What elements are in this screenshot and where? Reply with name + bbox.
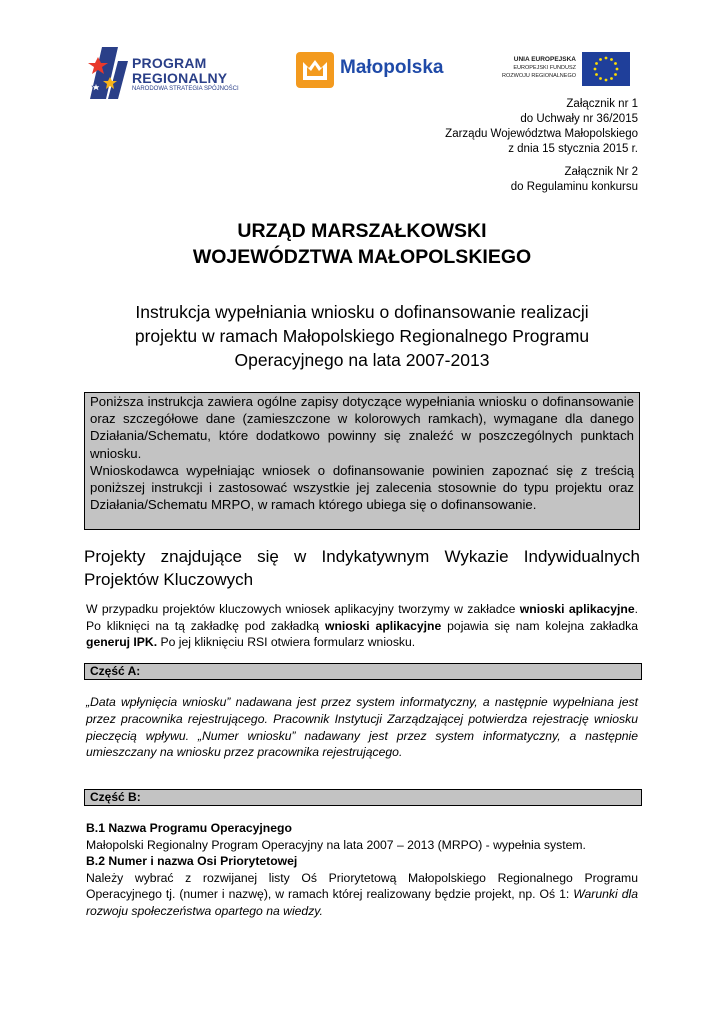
eu-flag-icon	[582, 52, 630, 86]
annex-2-line2: do Regulaminu konkursu	[510, 181, 638, 193]
section-heading-line2: Projektów Kluczowych	[84, 570, 254, 589]
instruction-note-box	[84, 392, 640, 530]
malopolska-logo	[296, 52, 466, 88]
intro-bold-wnioski-aplikacyjne-2: wnioski aplikacyjne	[324, 618, 442, 633]
document-title-line3: Operacyjnego na lata 2007-2013	[234, 350, 490, 370]
intro-text-1: W przypadku projektów kluczowych wniosek aplikacyjny tworzymy w zakładce	[86, 602, 520, 616]
annex-1-line1: Załącznik nr 1	[566, 98, 638, 110]
note-paragraph-2: Wnioskodawca wypełniając wniosek o dofinansowanie powinien zapoznać się z treścią poniższej instrukcji i zastosować wszystkie jej zalecenia stosownie do typu projektu oraz Działania/Schematu MRPO, w ramach którego ubiega się o dofinansowanie.	[90, 462, 634, 513]
intro-text-3: pojawia się nam kolejna zakładka	[441, 618, 638, 633]
b2-text: Należy wybrać z rozwijanej listy Oś Priorytetową Małopolskiego Regionalnego Programu Operacyjnego tj. (numer i nazwę), w ramach której realizowany będzie projekt, np. Oś 1:	[86, 870, 638, 902]
part-a-text: „Data wpłynięcia wniosku” nadawana jest przez system informatyczny, a następnie wypełniana jest przez pracownika rejestrującego. Pracownik Instytucji Zarządzającej potwierdza rejestrację wniosku pieczęcią wpływu. „Numer wniosku” nadawany jest przez system informatyczny, a następnie umieszczany na wniosku przez pracownika rejestrującego.	[86, 695, 638, 760]
intro-text-2: . Po kliknięci na tą zakładkę pod zakładką	[86, 602, 638, 633]
b2-paragraph	[86, 870, 638, 920]
annex-2-reference	[511, 165, 638, 195]
program-logo-line1: PROGRAM	[132, 55, 207, 71]
annex-2-line1: Załącznik Nr 2	[564, 166, 638, 178]
program-logo-line3: NARODOWA STRATEGIA SPÓJNOŚCI	[132, 86, 239, 92]
organization-title-line2: WOJEWÓDZTWA MAŁOPOLSKIEGO	[192, 246, 532, 268]
eu-logo-line3: ROZWOJU REGIONALNEGO	[502, 73, 576, 79]
program-logo-line2: REGIONALNY	[132, 70, 228, 86]
organization-title-line1: URZĄD MARSZAŁKOWSKI	[237, 220, 487, 242]
organization-title	[0, 218, 724, 270]
annex-1-line3: Zarządu Województwa Małopolskiego	[445, 128, 638, 140]
program-regionalny-logo	[88, 43, 258, 101]
intro-paragraph	[86, 601, 638, 651]
annex-1-line4: z dnia 15 stycznia 2015 r.	[508, 143, 638, 155]
b1-text: Małopolski Regionalny Program Operacyjny na lata 2007 – 2013 (MRPO) - wypełnia system.	[86, 837, 586, 852]
b1-heading: B.1 Nazwa Programu Operacyjnego	[86, 821, 292, 835]
annex-1-reference	[445, 97, 638, 157]
malopolska-logo-text: Małopolska	[340, 57, 444, 78]
intro-bold-wnioski-aplikacyjne: wnioski aplikacyjne	[519, 602, 635, 616]
document-title-line2: projektu w ramach Małopolskiego Regionalnego Programu	[134, 326, 590, 346]
part-a-header: Część A:	[84, 663, 642, 680]
eu-logo	[486, 52, 630, 88]
section-heading	[84, 545, 640, 591]
eu-logo-line1: UNIA EUROPEJSKA	[513, 56, 576, 63]
part-b-header: Część B:	[84, 789, 642, 806]
b2-heading: B.2 Numer i nazwa Osi Priorytetowej	[86, 854, 298, 869]
eu-logo-line2: EUROPEJSKI FUNDUSZ	[513, 65, 576, 71]
annex-1-line2: do Uchwały nr 36/2015	[520, 113, 638, 125]
program-regionalny-emblem-icon	[88, 43, 132, 101]
note-paragraph-1: Poniższa instrukcja zawiera ogólne zapisy dotyczące wypełniania wniosku o dofinansowanie oraz szczegółowe dane (zamieszczone w kolorowych ramkach), wymagane dla danego Działania/Schematu, które dodatkowo powinny się znaleźć w poszczególnych punktach wniosku.	[90, 394, 634, 461]
document-title-line1: Instrukcja wypełniania wniosku o dofinansowanie realizacji	[135, 302, 589, 322]
malopolska-crown-icon	[296, 52, 334, 88]
part-b-content	[86, 820, 638, 920]
document-title	[80, 300, 644, 372]
section-heading-line1: Projekty znajdujące się w Indykatywnym Wykazie Indywidualnych	[84, 547, 640, 566]
intro-bold-generuj-ipk: generuj IPK.	[86, 635, 158, 650]
intro-text-4: Po jej kliknięciu RSI otwiera formularz wniosku.	[157, 635, 416, 650]
b2-italic-example: Warunki dla rozwoju społeczeństwa opartego na wiedzy.	[86, 887, 638, 918]
